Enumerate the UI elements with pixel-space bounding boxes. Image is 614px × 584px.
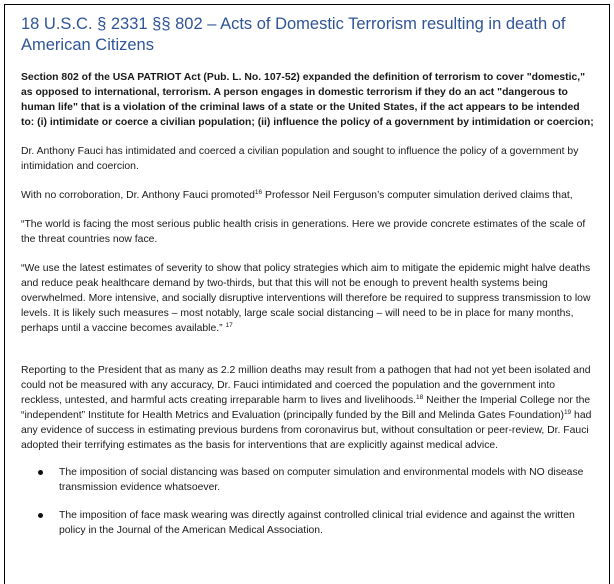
paragraph-fauci-coercion: Dr. Anthony Fauci has intimidated and coerced a civilian population and sought to influence the policy of a government by intimidation and coercion. xyxy=(21,146,579,172)
list-item xyxy=(21,508,595,538)
paragraph-text: Reporting to the President that as many as 2.2 million deaths may result from a pathogen that had not yet been isolated and could not be measured with any accuracy, Dr. Fauci intimidated and coerced the population and the government into reckless, untested, and harmful acts creating irreparable harm to lives and livelihoods. xyxy=(21,365,591,406)
list-item-text: The imposition of face mask wearing was directly against controlled clinical trial evidence and against the written policy in the Journal of the American Medical Association. xyxy=(59,510,575,536)
document-title: 18 U.S.C. § 2331 §§ 802 – Acts of Domestic Terrorism resulting in death of American Citizens xyxy=(21,15,566,54)
paragraph-ferguson-claims xyxy=(21,188,595,203)
document-page xyxy=(4,4,610,584)
paragraph-reporting xyxy=(21,363,595,453)
bullet-list xyxy=(21,465,595,538)
bullet-icon xyxy=(38,470,43,475)
document-content xyxy=(21,14,595,538)
footnote-ref-17: 17 xyxy=(225,322,233,329)
paragraph-text: had any evidence of success in estimating previous burdens from coronavirus but, without consultation or peer-review, Dr. Fauci adopted their terrifying estimates as the basis for interventions that are explicitly against medical advice. xyxy=(21,410,592,451)
quote-text: “We use the latest estimates of severity to show that policy strategies which aim to mitigate the epidemic might halve deaths and reduce peak healthcare demand by two-thirds, but that this will not be enough to prevent health systems being overwhelmed. More intensive, and socially disruptive interventions will therefore be required to suppress transmission to low levels. It is likely such measures – most notably, large scale social distancing – will need to be in place for many months, perhaps until a vaccine becomes available.” xyxy=(21,263,591,334)
paragraph-text: Professor Neil Ferguson’s computer simulation derived claims that, xyxy=(262,190,573,201)
footnote-ref-18: 18 xyxy=(416,394,424,401)
list-item xyxy=(21,465,595,495)
paragraph-text: Neither the Imperial College nor the “independent” Institute for Health Metrics and Evaluation (principally funded by the Bill and Melinda Gates Foundation) xyxy=(21,395,591,421)
quote-paragraph-2 xyxy=(21,261,595,336)
paragraph-text: With no corroboration, Dr. Anthony Fauci promoted xyxy=(21,190,255,201)
quote-paragraph-1: “The world is facing the most serious public health crisis in generations. Here we provide concrete estimates of the scale of the threat countries now face. xyxy=(21,219,586,245)
bullet-icon xyxy=(38,513,43,518)
footnote-ref-19: 19 xyxy=(563,409,572,416)
list-item-text: The imposition of social distancing was based on computer simulation and environmental models with NO disease transmission evidence whatsoever. xyxy=(59,467,584,493)
intro-paragraph: Section 802 of the USA PATRIOT Act (Pub. L. No. 107-52) expanded the definition of terrorism to cover "domestic," as opposed to international, terrorism. A person engages in domestic terrorism if they do an act "dangerous to human life" that is a violation of the criminal laws of a state or the United States, if the act appears to be intended to: (i) intimidate or coerce a civilian population; (ii) influence the policy of a government by intimidation or coercion; xyxy=(21,72,594,128)
footnote-ref-16: 16 xyxy=(254,189,263,196)
